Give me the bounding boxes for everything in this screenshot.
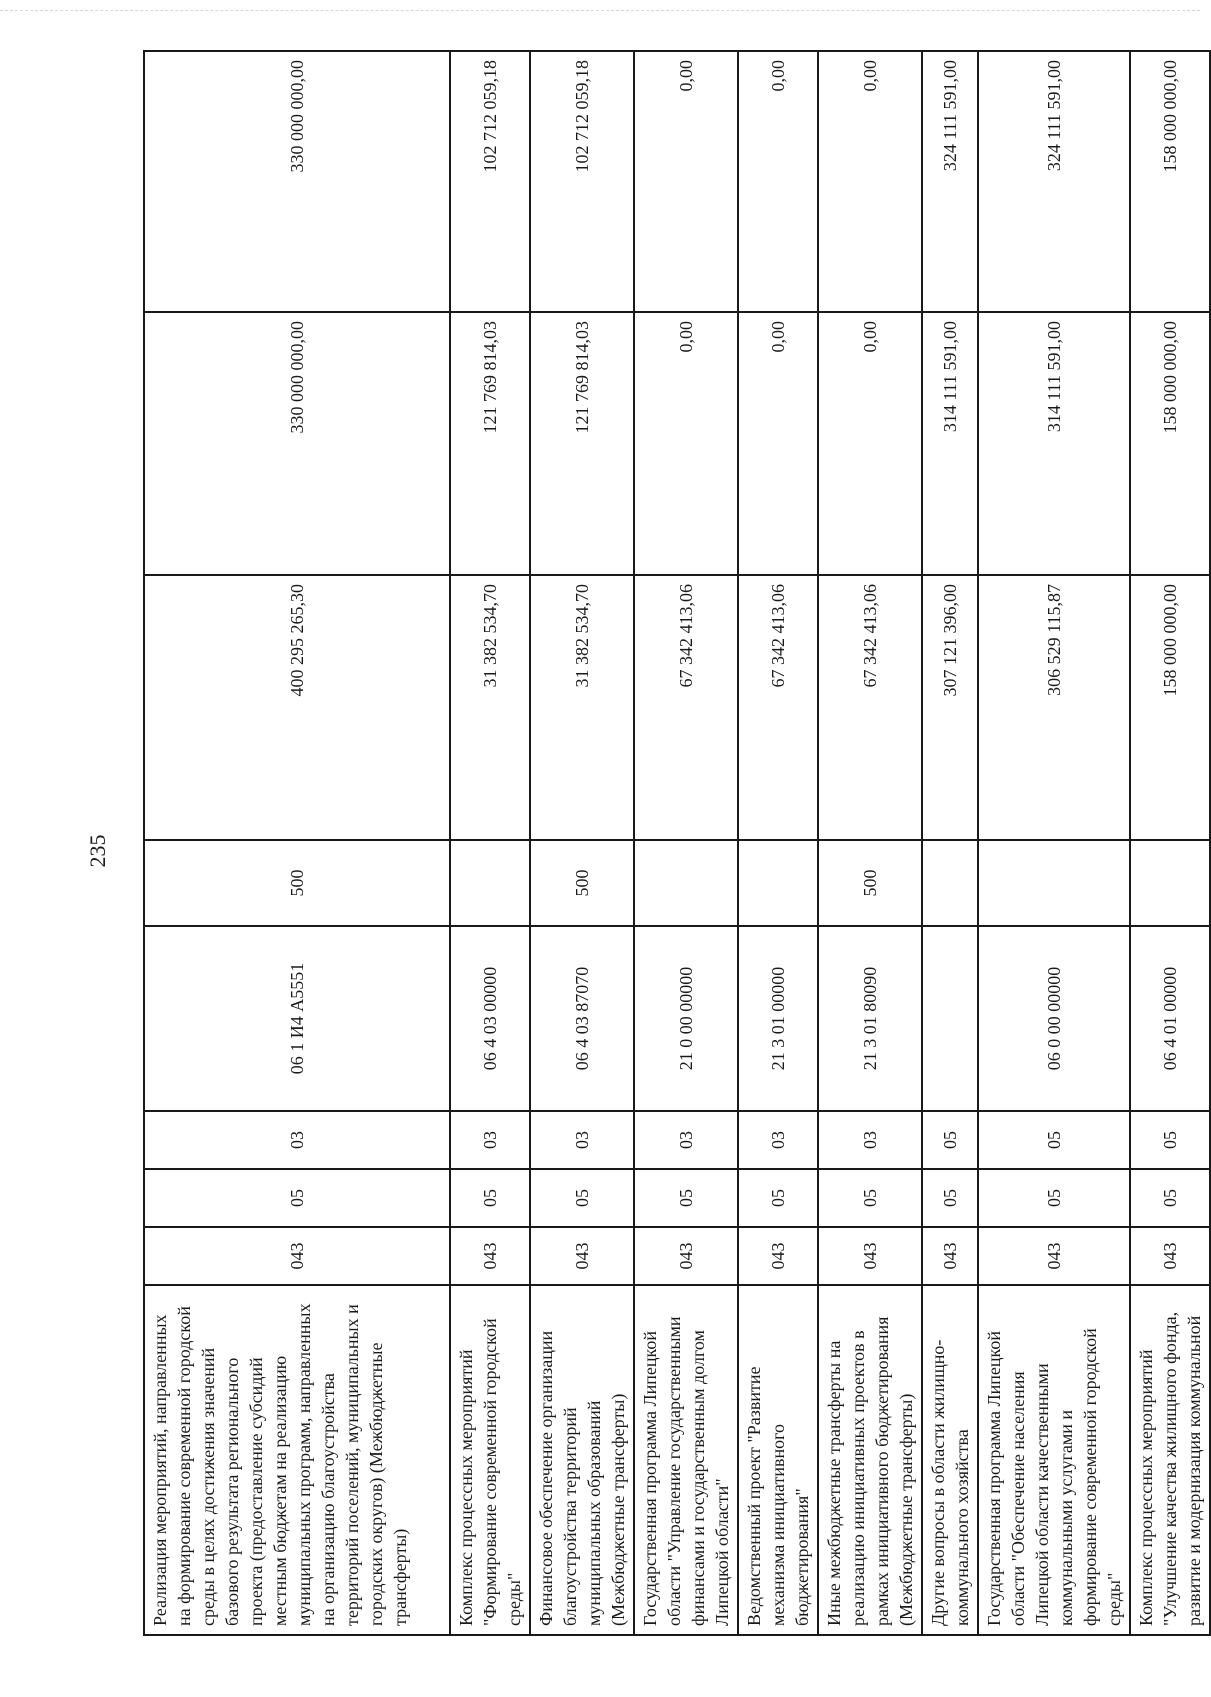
cell-expense-type	[738, 840, 818, 926]
cell-amount-1: 67 342 413,06	[818, 575, 922, 840]
cell-section: 05	[530, 1169, 634, 1227]
rotated-table-wrapper	[143, 52, 1204, 1636]
cell-name: Другие вопросы в области жилищно-коммунального хозяйства	[922, 1285, 978, 1635]
cell-section: 05	[978, 1169, 1130, 1227]
budget-table	[143, 50, 1211, 1636]
table-row	[922, 51, 978, 1635]
table-row	[1130, 51, 1210, 1635]
cell-subsection: 03	[818, 1111, 922, 1169]
cell-target-article: 21 3 01 00000	[738, 926, 818, 1111]
table-row	[738, 51, 818, 1635]
cell-amount-3: 0,00	[818, 51, 922, 312]
cell-subsection: 03	[738, 1111, 818, 1169]
cell-expense-type: 500	[530, 840, 634, 926]
cell-subsection: 03	[144, 1111, 450, 1169]
cell-amount-1: 400 295 265,30	[144, 575, 450, 840]
cell-target-article: 06 0 00 00000	[978, 926, 1130, 1111]
page-number: 235	[85, 834, 110, 868]
cell-section: 05	[922, 1169, 978, 1227]
cell-ministry: 043	[530, 1227, 634, 1285]
cell-amount-2: 314 111 591,00	[922, 312, 978, 575]
cell-expense-type	[922, 840, 978, 926]
cell-subsection: 03	[530, 1111, 634, 1169]
cell-name: Ведомственный проект "Развитие механизма инициативного бюджетирования"	[738, 1285, 818, 1635]
cell-expense-type: 500	[144, 840, 450, 926]
cell-amount-1: 158 000 000,00	[1130, 575, 1210, 840]
cell-amount-2: 158 000 000,00	[1130, 312, 1210, 575]
cell-amount-3: 0,00	[634, 51, 738, 312]
cell-target-article: 06 4 01 00000	[1130, 926, 1210, 1111]
cell-section: 05	[144, 1169, 450, 1227]
table-body	[144, 51, 1210, 1635]
table-row	[530, 51, 634, 1635]
cell-amount-3: 324 111 591,00	[922, 51, 978, 312]
cell-section: 05	[738, 1169, 818, 1227]
table-row	[450, 51, 530, 1635]
cell-target-article: 06 1 И4 А5551	[144, 926, 450, 1111]
cell-ministry: 043	[1130, 1227, 1210, 1285]
cell-amount-1: 31 382 534,70	[450, 575, 530, 840]
cell-expense-type	[1130, 840, 1210, 926]
cell-amount-2: 0,00	[738, 312, 818, 575]
cell-amount-2: 121 769 814,03	[450, 312, 530, 575]
cell-name: Финансовое обеспечение организации благоустройства территорий муниципальных образований (Межбюджетные трансферты)	[530, 1285, 634, 1635]
cell-amount-2: 0,00	[634, 312, 738, 575]
cell-expense-type	[450, 840, 530, 926]
table-row	[144, 51, 450, 1635]
cell-section: 05	[1130, 1169, 1210, 1227]
cell-amount-2: 314 111 591,00	[978, 312, 1130, 575]
cell-amount-2: 121 769 814,03	[530, 312, 634, 575]
cell-target-article: 21 0 00 00000	[634, 926, 738, 1111]
cell-subsection: 03	[634, 1111, 738, 1169]
cell-amount-2: 330 000 000,00	[144, 312, 450, 575]
cell-ministry: 043	[978, 1227, 1130, 1285]
cell-amount-3: 330 000 000,00	[144, 51, 450, 312]
cell-name: Комплекс процессных мероприятий "Улучшение качества жилищного фонда, развитие и модернизация коммунальной	[1130, 1285, 1210, 1635]
cell-amount-3: 158 000 000,00	[1130, 51, 1210, 312]
cell-name: Государственная программа Липецкой области "Управление государственными финансами и государственным долгом Липецкой области"	[634, 1285, 738, 1635]
cell-name: Реализация мероприятий, направленных на формирование современной городской среды в целях достижения значений базового результата регионального проекта (предоставление субсидий местным бюджетам на реализацию муниципальных программ, направленных на организацию благоустройства территорий поселений, муниципальных и городских округов) (Межбюджетные трансферты)	[144, 1285, 450, 1635]
cell-amount-1: 307 121 396,00	[922, 575, 978, 840]
cell-amount-1: 67 342 413,06	[738, 575, 818, 840]
cell-ministry: 043	[818, 1227, 922, 1285]
cell-amount-2: 0,00	[818, 312, 922, 575]
cell-expense-type	[978, 840, 1130, 926]
cell-subsection: 03	[450, 1111, 530, 1169]
cell-section: 05	[818, 1169, 922, 1227]
cell-amount-3: 0,00	[738, 51, 818, 312]
cell-section: 05	[450, 1169, 530, 1227]
scan-edge	[0, 10, 1200, 11]
cell-target-article: 06 4 03 00000	[450, 926, 530, 1111]
cell-ministry: 043	[144, 1227, 450, 1285]
table-row	[978, 51, 1130, 1635]
cell-amount-3: 324 111 591,00	[978, 51, 1130, 312]
cell-expense-type: 500	[818, 840, 922, 926]
cell-ministry: 043	[922, 1227, 978, 1285]
cell-subsection: 05	[1130, 1111, 1210, 1169]
cell-amount-1: 31 382 534,70	[530, 575, 634, 840]
cell-target-article: 06 4 03 87070	[530, 926, 634, 1111]
cell-name: Иные межбюджетные трансферты на реализацию инициативных проектов в рамках инициативного бюджетирования (Межбюджетные трансферты)	[818, 1285, 922, 1635]
table-row	[634, 51, 738, 1635]
cell-amount-3: 102 712 059,18	[530, 51, 634, 312]
cell-ministry: 043	[450, 1227, 530, 1285]
cell-subsection: 05	[978, 1111, 1130, 1169]
cell-name: Комплекс процессных мероприятий "Формирование современной городской среды"	[450, 1285, 530, 1635]
cell-section: 05	[634, 1169, 738, 1227]
cell-ministry: 043	[634, 1227, 738, 1285]
cell-name: Государственная программа Липецкой области "Обеспечение населения Липецкой области качественными коммунальными услугами и формирование современной городской среды"	[978, 1285, 1130, 1635]
cell-amount-1: 306 529 115,87	[978, 575, 1130, 840]
table-row	[818, 51, 922, 1635]
cell-ministry: 043	[738, 1227, 818, 1285]
cell-amount-3: 102 712 059,18	[450, 51, 530, 312]
cell-expense-type	[634, 840, 738, 926]
cell-amount-1: 67 342 413,06	[634, 575, 738, 840]
cell-subsection: 05	[922, 1111, 978, 1169]
cell-target-article: 21 3 01 80090	[818, 926, 922, 1111]
cell-target-article	[922, 926, 978, 1111]
